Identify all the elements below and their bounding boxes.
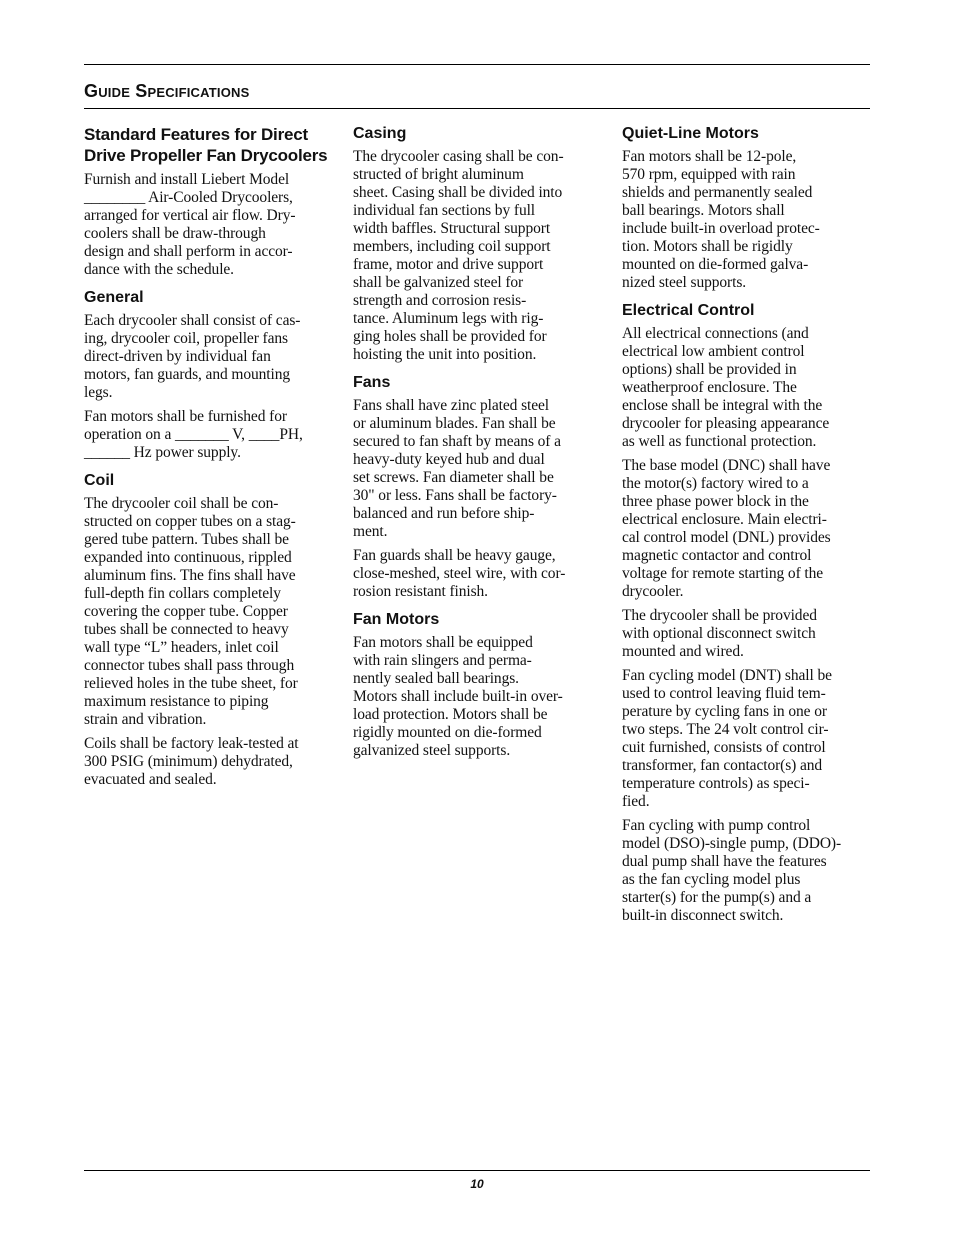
footer-rule	[84, 1170, 870, 1171]
subheading-quiet-line-motors: Quiet-Line Motors	[622, 125, 759, 142]
subheading-coil: Coil	[84, 472, 115, 489]
electrical-paragraph-4: Fan cycling model (DNT) shall be used to control leaving fluid tem- perature by cycling fans in one or two steps. The 24 volt control cir- cuit furnished, consists of control transformer, fan contactor(s) and temperature controls) as speci- fied.	[622, 667, 832, 810]
subheading-casing: Casing	[353, 125, 407, 142]
title-rule	[84, 108, 870, 109]
fan-motors-paragraph: Fan motors shall be equipped with rain slingers and perma- nently sealed ball bearings. Motors shall include built-in over- load protection. Motors shall be rigidly mounted on die-formed galvanized steel supports.	[353, 634, 563, 759]
general-paragraph-1: Each drycooler shall consist of cas- ing, drycooler coil, propeller fans direct-driven by individual fan motors, fan guards, and mounting legs.	[84, 312, 301, 401]
coil-paragraph-2: Coils shall be factory leak-tested at 300 PSIG (minimum) dehydrated, evacuated and sealed.	[84, 735, 299, 788]
fans-paragraph-2: Fan guards shall be heavy gauge, close-meshed, steel wire, with cor- rosion resistant finish.	[353, 547, 566, 600]
general-paragraph-2: Fan motors shall be furnished for operation on a _______ V, ____PH, ______ Hz power supply.	[84, 408, 303, 461]
subheading-general: General	[84, 289, 144, 306]
page-number: 10	[470, 1177, 484, 1191]
fans-paragraph-1: Fans shall have zinc plated steel or aluminum blades. Fan shall be secured to fan shaft by means of a heavy-duty keyed hub and dual set screws. Fan diameter shall be 30" or less. Fans shall be factory- balanced and run before ship- ment.	[353, 397, 561, 540]
section-heading-standard-features: Standard Features for Direct Drive Propeller Fan Drycoolers	[84, 125, 328, 165]
intro-paragraph: Furnish and install Liebert Model ________ Air-Cooled Drycoolers, arranged for vertical air flow. Dry- coolers shall be draw-through design and shall perform in accor- dance with the schedule.	[84, 171, 296, 278]
electrical-paragraph-3: The drycooler shall be provided with optional disconnect switch mounted and wired.	[622, 607, 817, 660]
column-left	[84, 124, 334, 795]
column-right	[622, 124, 870, 931]
subheading-fan-motors: Fan Motors	[353, 611, 440, 628]
electrical-paragraph-2: The base model (DNC) shall have the motor(s) factory wired to a three phase power block in the electrical enclosure. Main electri- cal control model (DNL) provides magnetic contactor and control voltage for remote starting of the drycooler.	[622, 457, 831, 600]
column-middle	[353, 124, 601, 766]
subheading-electrical-control: Electrical Control	[622, 302, 755, 319]
quiet-line-paragraph: Fan motors shall be 12-pole, 570 rpm, equipped with rain shields and permanently sealed ball bearings. Motors shall include built-in overload protec- tion. Motors shall be rigidly mounted on die-formed galva- nized steel supports.	[622, 148, 820, 291]
electrical-paragraph-5: Fan cycling with pump control model (DSO)-single pump, (DDO)- dual pump shall have the features as the fan cycling model plus starter(s) for the pump(s) and a built-in disconnect switch.	[622, 817, 842, 924]
casing-paragraph: The drycooler casing shall be con- structed of bright aluminum sheet. Casing shall be divided into individual fan sections by full width baffles. Structural support members, including coil support frame, motor and drive support shall be galvanized steel for strength and corrosion resis- tance. Aluminum legs with rig- ging holes shall be provided for hoisting the unit into position.	[353, 148, 564, 363]
top-rule	[84, 64, 870, 65]
subheading-fans: Fans	[353, 374, 391, 391]
page-title: Guide Specifications	[84, 81, 250, 101]
coil-paragraph-1: The drycooler coil shall be con- structed on copper tubes on a stag- gered tube pattern. Tubes shall be expanded into continuous, rippled aluminum fins. The fins shall have full-depth fin collars completely covering the copper tube. Copper tubes shall be connected to heavy wall type “L” headers, inlet coil connector tubes shall pass through relieved holes in the tube sheet, for maximum resistance to piping strain and vibration.	[84, 495, 298, 728]
electrical-paragraph-1: All electrical connections (and electrical low ambient control options) shall be provided in weatherproof enclosure. The enclose shall be integral with the drycooler for pleasing appearance as well as functional protection.	[622, 325, 830, 450]
